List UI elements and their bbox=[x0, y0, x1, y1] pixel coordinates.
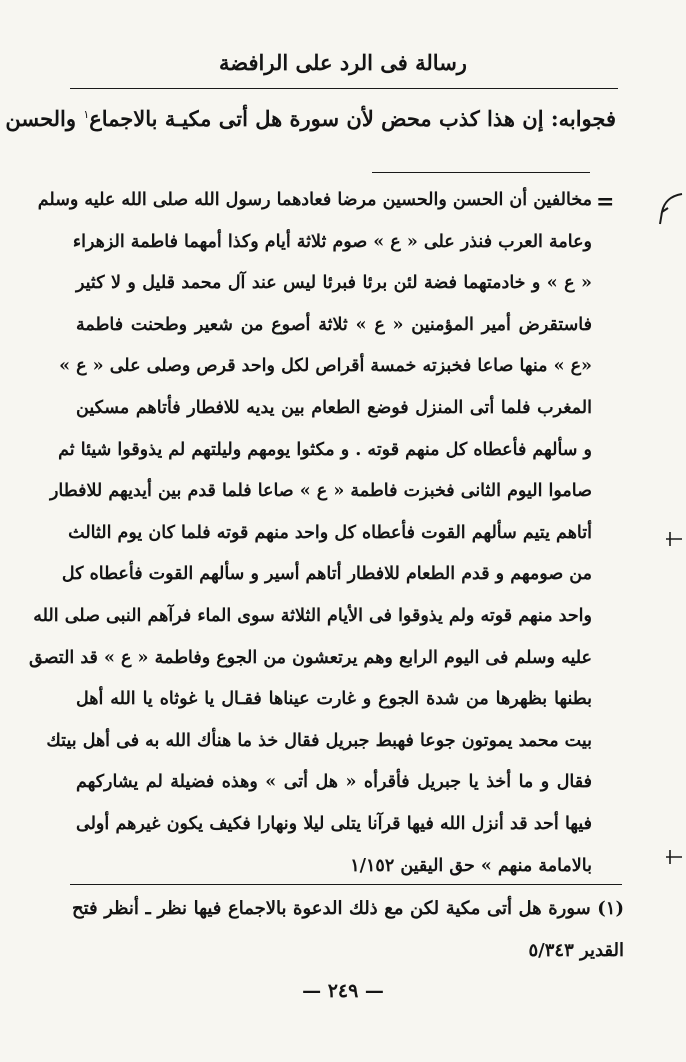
text-line: مخالفين أن الحسن والحسين مرضا فعادهما رسول الله صلى الله عليه وسلم bbox=[37, 190, 592, 210]
footnote-line: القدير ٥/٣٤٣ bbox=[528, 940, 624, 961]
footnote bbox=[72, 888, 624, 972]
text-line: وعامة العرب فنذر على « ع » صوم ثلاثة أيام وكذا أمهما فاطمة الزهراء bbox=[72, 231, 592, 252]
text-line: و سألهم فأعطاه كل منهم قوته . و مكثوا يومهم وليلتهم لم يذوقوا شيئا ثم bbox=[58, 439, 592, 460]
text-line: «ع » منها صاعا فخبزته خمسة أقراص لكل واحد قرص وصلى على « ع » bbox=[59, 356, 592, 377]
text-line: بيت محمد يموتون جوعا فهبط جبريل فقال خذ ما هنأك الله به فى أهل بيتك bbox=[46, 730, 592, 751]
text-line: صاموا اليوم الثانى فخبزت فاطمة « ع » صاعا فلما قدم بين أيديهم للافطار bbox=[49, 481, 592, 502]
footnote-line: (١) سورة هل أتى مكية لكن مع ذلك الدعوة بالاجماع فيها نظر ـ أنظر فتح bbox=[72, 898, 624, 919]
answer-text: فجوابه: إن هذا كذب محض لأن سورة هل أتى مكيـة بالاجماع bbox=[89, 106, 616, 131]
text-line: من صومهم و قدم الطعام للافطار أتاهم أسير و سألهم القوت فأعطاه كل bbox=[61, 564, 592, 585]
text-line: فاستقرض أمير المؤمنين « ع » ثلاثة أصوع من شعير وطحنت فاطمة bbox=[76, 314, 592, 335]
page-number: — ٢٤٩ — bbox=[302, 980, 384, 1002]
margin-tick-icon bbox=[656, 190, 684, 230]
header-rule bbox=[70, 88, 618, 89]
text-line: فيها أحد قد أنزل الله فيها قرآنا يتلى ليلا ونهارا فكيف يكون غيرهم أولى bbox=[76, 813, 592, 834]
text-line: عليه وسلم فى اليوم الرابع وهم يرتعشون من الجوع وفاطمة « ع » قد التصق bbox=[29, 647, 592, 668]
page-title: رسالة فى الرد على الرافضة bbox=[219, 50, 467, 75]
answer-paragraph bbox=[5, 106, 616, 131]
text-line: بطنها بظهرها من شدة الجوع و غارت عيناها فقـال يا غوثاه يا الله أهل bbox=[76, 689, 592, 710]
text-line-citation: بالامامة منهم » حق اليقين ١/١٥٢ bbox=[350, 855, 592, 876]
answer-suffix: والحسن bbox=[5, 106, 84, 131]
text-line: المغرب فلما أتى المنزل فوضع الطعام بين يديه للافطار فأتاهم مسكين bbox=[76, 397, 592, 418]
text-line: فقال و ما أخذ يا جبريل فأقرأه « هل أتى » وهذه فضيلة لم يشاركهم bbox=[76, 772, 592, 793]
continuation-marker: = bbox=[596, 189, 615, 215]
margin-tick-icon bbox=[664, 846, 684, 868]
text-line: « ع » و خادمتهما فضة لئن برئا فبرئا ليس عند آل محمد قليل و لا كثير bbox=[76, 273, 592, 294]
margin-tick-icon bbox=[664, 528, 684, 550]
footnote-rule bbox=[70, 884, 622, 885]
text-line: أتاهم يتيم سألهم القوت فأعطاه كل واحد منهم قوته فلما كان يوم الثالث bbox=[68, 522, 592, 543]
footnote-reference: ١ bbox=[83, 108, 90, 121]
section-divider bbox=[372, 172, 590, 173]
main-text-block bbox=[29, 180, 592, 887]
text-line: واحد منهم قوته ولم يذوقوا فى الأيام الثلاثة سوى الماء فرآهم النبى صلى الله bbox=[33, 605, 592, 626]
